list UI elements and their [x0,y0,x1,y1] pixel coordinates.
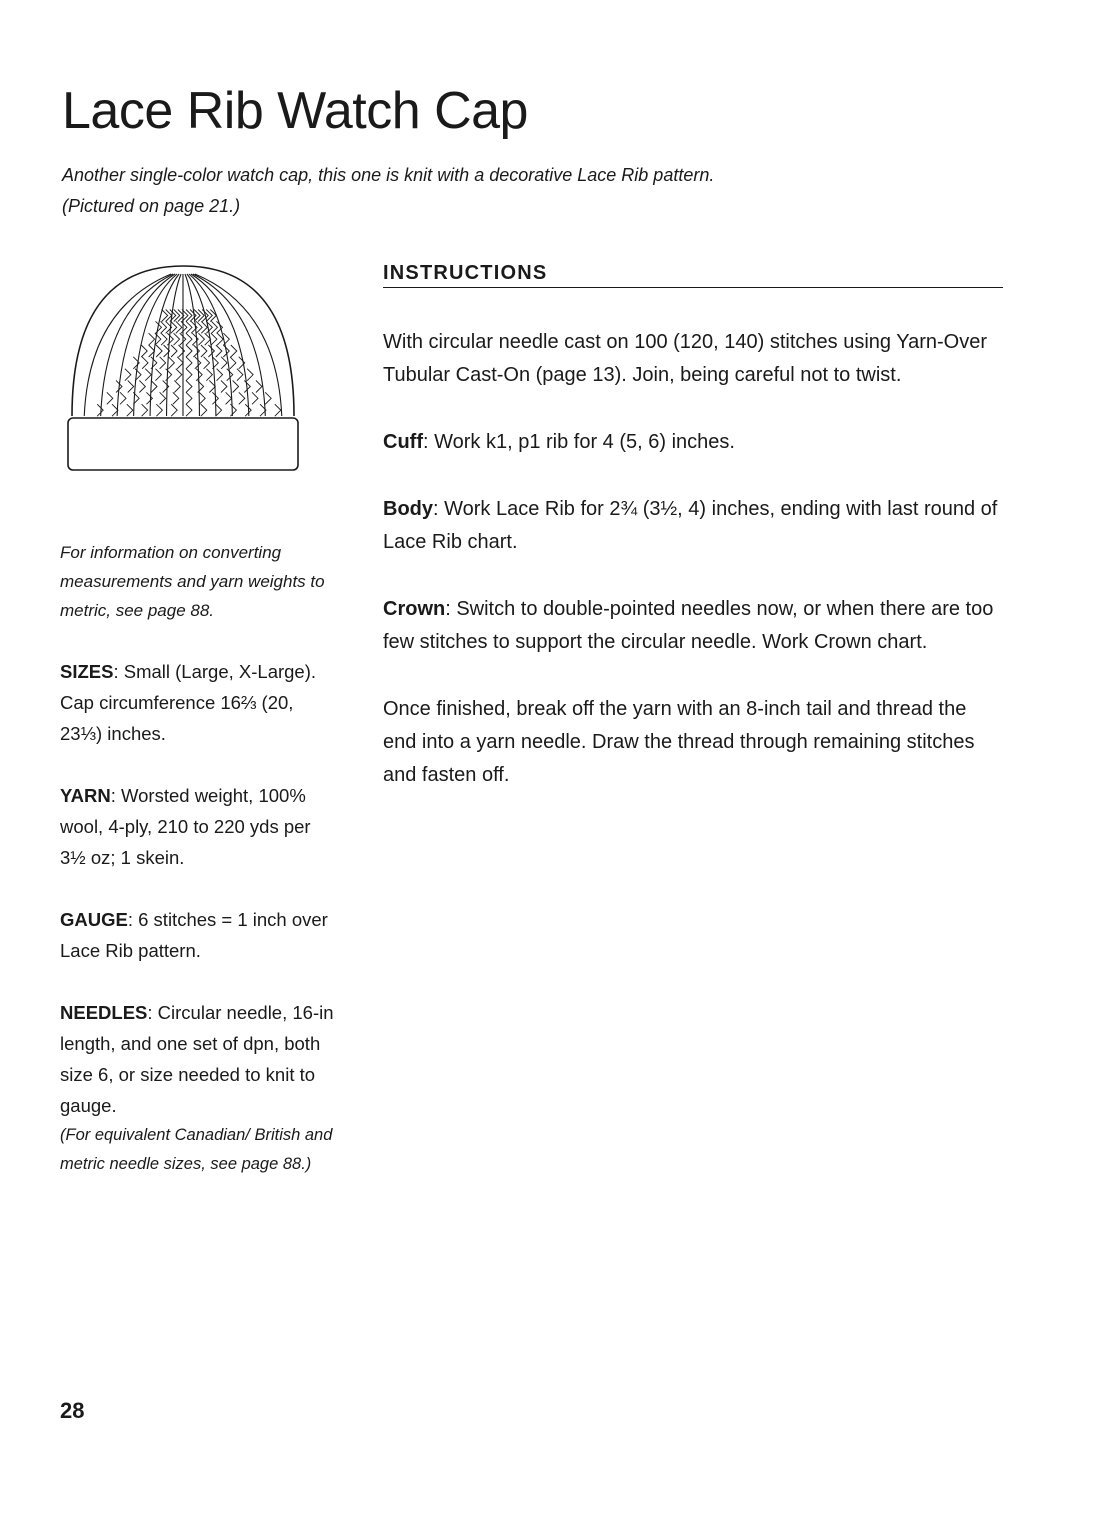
crown-paragraph [383,593,1003,659]
gauge-text: : 6 stitches = 1 inch over Lace Rib pattern. [60,909,328,961]
gauge-label: GAUGE [60,909,128,930]
cuff-label: Cuff [383,431,423,453]
knit-cap-icon [64,258,302,476]
sizes-label: SIZES [60,661,114,682]
cap-rib-lines [84,274,282,416]
needles-text: : Circular needle, 16-in length, and one set of dpn, both size 6, or size needed to knit to gauge. [60,1002,334,1116]
instructions-section [383,262,1003,826]
page-title: Lace Rib Watch Cap [62,82,528,140]
instructions-heading: INSTRUCTIONS [383,262,1003,288]
finish-paragraph: Once finished, break off the yarn with an 8-inch tail and thread the end into a yarn needle. Draw the thread through remaining stitches and fasten off. [383,698,975,786]
intro-text [62,160,822,222]
cast-on-paragraph: With circular needle cast on 100 (120, 140) stitches using Yarn-Over Tubular Cast-On (page 13). Join, being careful not to twist. [383,331,988,386]
cuff-text: : Work k1, p1 rib for 4 (5, 6) inches. [422,431,735,453]
sizes-text: : Small (Large, X-Large). Cap circumference 16⅔ (20, 23⅓) inches. [60,661,317,744]
cap-cuff [68,418,298,470]
intro-page-reference: (Pictured on page 21.) [62,196,241,216]
metric-conversion-note: For information on converting measurements and yarn weights to metric, see page 88. [60,543,325,620]
pattern-details-sidebar [60,538,335,1210]
crown-label: Crown [383,598,446,620]
yarn-label: YARN [60,785,111,806]
cuff-paragraph [383,426,1003,459]
needles-section [60,997,335,1179]
sizes-section [60,656,335,749]
intro-line: Another single-color watch cap, this one is knit with a decorative Lace Rib pattern. [62,165,715,185]
body-text: : Work Lace Rib for 2¾ (3½, 4) inches, ending with last round of Lace Rib chart. [383,498,998,553]
needle-size-note: (For equivalent Canadian/ British and metric needle sizes, see page 88.) [60,1126,333,1173]
needles-label: NEEDLES [60,1002,148,1023]
crown-text: : Switch to double-pointed needles now, or when there are too few stitches to support the circular needle. Work Crown chart. [383,598,994,653]
yarn-section [60,780,335,873]
body-paragraph [383,493,1003,559]
body-label: Body [383,498,433,520]
page-number: 28 [60,1398,85,1423]
gauge-section [60,904,335,966]
yarn-text: : Worsted weight, 100% wool, 4-ply, 210 to 220 yds per 3½ oz; 1 skein. [60,785,311,868]
